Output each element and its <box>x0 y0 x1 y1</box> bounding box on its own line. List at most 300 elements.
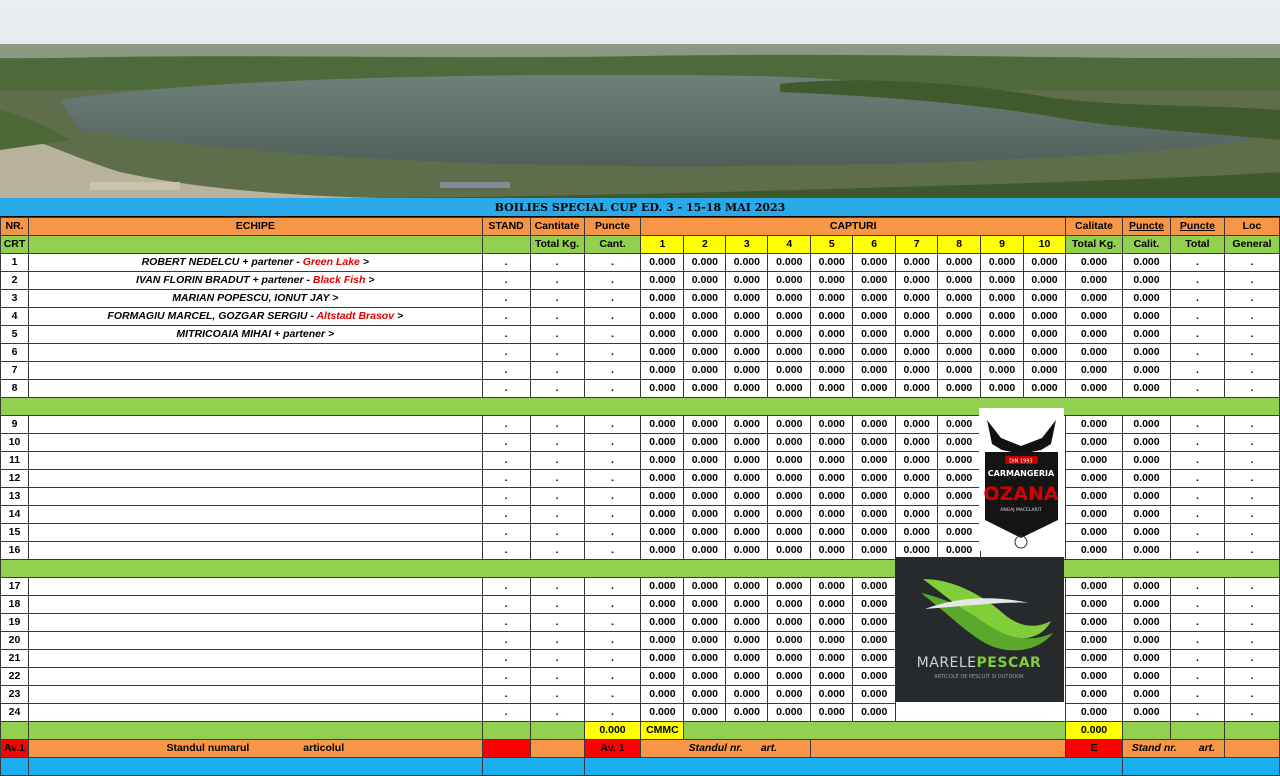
loc-general-cell[interactable]: . <box>1224 668 1279 686</box>
total-kg-cell[interactable]: . <box>530 380 584 398</box>
team-name-cell[interactable] <box>28 542 482 560</box>
stand-cell[interactable]: . <box>482 344 530 362</box>
catch-cell[interactable]: 0.000 <box>981 308 1024 326</box>
catch-cell[interactable]: 0.000 <box>641 272 684 290</box>
catch-cell[interactable]: 0.000 <box>684 596 726 614</box>
loc-general-cell[interactable]: . <box>1224 308 1279 326</box>
stand-cell[interactable]: . <box>482 668 530 686</box>
calitate-total-cell[interactable]: 0.000 <box>1066 524 1123 542</box>
catch-cell[interactable]: 0.000 <box>641 452 684 470</box>
team-name-cell[interactable] <box>28 254 482 272</box>
catch-cell[interactable]: 0.000 <box>684 272 726 290</box>
catch-cell[interactable]: 0.000 <box>811 704 853 722</box>
catch-cell[interactable]: 0.000 <box>726 542 768 560</box>
catch-cell[interactable]: 0.000 <box>811 416 853 434</box>
catch-cell[interactable]: 0.000 <box>811 578 853 596</box>
total-kg-cell[interactable]: . <box>530 668 584 686</box>
stand-cell[interactable]: . <box>482 362 530 380</box>
stand-cell[interactable]: . <box>482 254 530 272</box>
catch-cell[interactable]: 0.000 <box>938 506 981 524</box>
puncte-cant-cell[interactable]: . <box>584 686 641 704</box>
catch-cell[interactable]: 0.000 <box>641 254 684 272</box>
team-name-cell[interactable] <box>28 578 482 596</box>
puncte-calit-cell[interactable]: 0.000 <box>1122 614 1170 632</box>
puncte-total-cell[interactable]: . <box>1170 416 1224 434</box>
puncte-calit-cell[interactable]: 0.000 <box>1122 362 1170 380</box>
catch-cell[interactable]: 0.000 <box>811 326 853 344</box>
loc-general-cell[interactable]: . <box>1224 326 1279 344</box>
total-kg-cell[interactable]: . <box>530 416 584 434</box>
catch-cell[interactable]: 0.000 <box>768 362 811 380</box>
catch-cell[interactable]: 0.000 <box>853 380 896 398</box>
catch-cell[interactable]: 0.000 <box>853 452 896 470</box>
catch-cell[interactable]: 0.000 <box>641 632 684 650</box>
puncte-total-cell[interactable]: . <box>1170 380 1224 398</box>
catch-cell[interactable]: 0.000 <box>768 506 811 524</box>
catch-cell[interactable]: 0.000 <box>684 704 726 722</box>
catch-cell[interactable]: 0.000 <box>641 326 684 344</box>
puncte-calit-cell[interactable]: 0.000 <box>1122 308 1170 326</box>
loc-general-cell[interactable]: . <box>1224 650 1279 668</box>
puncte-cant-cell[interactable]: . <box>584 308 641 326</box>
puncte-total-cell[interactable]: . <box>1170 362 1224 380</box>
puncte-calit-cell[interactable]: 0.000 <box>1122 596 1170 614</box>
puncte-cant-cell[interactable]: . <box>584 362 641 380</box>
catch-cell[interactable]: 0.000 <box>684 686 726 704</box>
catch-cell[interactable]: 0.000 <box>853 308 896 326</box>
team-name-cell[interactable] <box>28 362 482 380</box>
puncte-total-cell[interactable]: . <box>1170 596 1224 614</box>
calitate-total-cell[interactable]: 0.000 <box>1066 614 1123 632</box>
catch-cell[interactable]: 0.000 <box>1024 326 1066 344</box>
catch-cell[interactable]: 0.000 <box>811 506 853 524</box>
puncte-cant-cell[interactable]: . <box>584 290 641 308</box>
catch-cell[interactable]: 0.000 <box>896 506 938 524</box>
catch-cell[interactable]: 0.000 <box>938 542 981 560</box>
catch-cell[interactable]: 0.000 <box>768 524 811 542</box>
catch-cell[interactable]: 0.000 <box>726 488 768 506</box>
puncte-cant-cell[interactable]: . <box>584 380 641 398</box>
catch-cell[interactable]: 0.000 <box>896 290 938 308</box>
puncte-calit-cell[interactable]: 0.000 <box>1122 650 1170 668</box>
catch-cell[interactable]: 0.000 <box>811 524 853 542</box>
catch-cell[interactable]: 0.000 <box>853 542 896 560</box>
catch-cell[interactable]: 0.000 <box>684 578 726 596</box>
total-kg-cell[interactable]: . <box>530 650 584 668</box>
catch-cell[interactable]: 0.000 <box>896 254 938 272</box>
puncte-cant-cell[interactable]: . <box>584 614 641 632</box>
catch-cell[interactable]: 0.000 <box>981 380 1024 398</box>
catch-cell[interactable]: 0.000 <box>641 524 684 542</box>
catch-cell[interactable]: 0.000 <box>641 362 684 380</box>
catch-cell[interactable]: 0.000 <box>853 686 896 704</box>
calitate-total-cell[interactable]: 0.000 <box>1066 380 1123 398</box>
puncte-total-cell[interactable]: . <box>1170 614 1224 632</box>
calitate-total-cell[interactable]: 0.000 <box>1066 416 1123 434</box>
catch-cell[interactable]: 0.000 <box>684 488 726 506</box>
calitate-total-cell[interactable]: 0.000 <box>1066 650 1123 668</box>
catch-cell[interactable]: 0.000 <box>768 542 811 560</box>
loc-general-cell[interactable]: . <box>1224 488 1279 506</box>
catch-cell[interactable]: 0.000 <box>938 344 981 362</box>
catch-cell[interactable]: 0.000 <box>768 326 811 344</box>
catch-cell[interactable]: 0.000 <box>641 380 684 398</box>
puncte-total-cell[interactable]: . <box>1170 578 1224 596</box>
puncte-total-cell[interactable]: . <box>1170 434 1224 452</box>
team-name-cell[interactable] <box>28 470 482 488</box>
catch-cell[interactable]: 0.000 <box>853 254 896 272</box>
team-name-cell[interactable] <box>28 308 482 326</box>
catch-cell[interactable]: 0.000 <box>726 506 768 524</box>
stand-cell[interactable]: . <box>482 452 530 470</box>
catch-cell[interactable]: 0.000 <box>684 380 726 398</box>
stand-cell[interactable]: . <box>482 272 530 290</box>
stand-cell[interactable]: . <box>482 308 530 326</box>
catch-cell[interactable]: 0.000 <box>981 344 1024 362</box>
puncte-calit-cell[interactable]: 0.000 <box>1122 290 1170 308</box>
loc-general-cell[interactable]: . <box>1224 704 1279 722</box>
catch-cell[interactable]: 0.000 <box>684 506 726 524</box>
loc-general-cell[interactable]: . <box>1224 380 1279 398</box>
catch-cell[interactable]: 0.000 <box>726 686 768 704</box>
catch-cell[interactable]: 0.000 <box>768 650 811 668</box>
catch-cell[interactable]: 0.000 <box>684 362 726 380</box>
catch-cell[interactable]: 0.000 <box>684 434 726 452</box>
catch-cell[interactable]: 0.000 <box>896 272 938 290</box>
catch-cell[interactable]: 0.000 <box>811 668 853 686</box>
catch-cell[interactable]: 0.000 <box>768 380 811 398</box>
catch-cell[interactable]: 0.000 <box>726 470 768 488</box>
catch-cell[interactable]: 0.000 <box>726 290 768 308</box>
catch-cell[interactable]: 0.000 <box>938 380 981 398</box>
catch-cell[interactable]: 0.000 <box>1024 254 1066 272</box>
puncte-total-cell[interactable]: . <box>1170 290 1224 308</box>
loc-general-cell[interactable]: . <box>1224 452 1279 470</box>
catch-cell[interactable]: 0.000 <box>981 326 1024 344</box>
catch-cell[interactable]: 0.000 <box>981 272 1024 290</box>
catch-cell[interactable]: 0.000 <box>641 488 684 506</box>
catch-cell[interactable]: 0.000 <box>896 524 938 542</box>
team-name-cell[interactable] <box>28 344 482 362</box>
catch-cell[interactable]: 0.000 <box>853 524 896 542</box>
puncte-cant-cell[interactable]: . <box>584 542 641 560</box>
catch-cell[interactable]: 0.000 <box>684 344 726 362</box>
catch-cell[interactable]: 0.000 <box>768 308 811 326</box>
catch-cell[interactable]: 0.000 <box>896 362 938 380</box>
catch-cell[interactable]: 0.000 <box>726 650 768 668</box>
catch-cell[interactable]: 0.000 <box>768 416 811 434</box>
puncte-total-cell[interactable]: . <box>1170 668 1224 686</box>
catch-cell[interactable]: 0.000 <box>811 254 853 272</box>
catch-cell[interactable]: 0.000 <box>981 254 1024 272</box>
puncte-total-cell[interactable]: . <box>1170 686 1224 704</box>
puncte-calit-cell[interactable]: 0.000 <box>1122 686 1170 704</box>
catch-cell[interactable]: 0.000 <box>641 596 684 614</box>
catch-cell[interactable]: 0.000 <box>938 272 981 290</box>
catch-cell[interactable]: 0.000 <box>641 542 684 560</box>
catch-cell[interactable]: 0.000 <box>811 632 853 650</box>
puncte-cant-cell[interactable]: . <box>584 488 641 506</box>
catch-cell[interactable]: 0.000 <box>641 290 684 308</box>
catch-cell[interactable]: 0.000 <box>726 380 768 398</box>
catch-cell[interactable]: 0.000 <box>768 470 811 488</box>
loc-general-cell[interactable]: . <box>1224 632 1279 650</box>
catch-cell[interactable]: 0.000 <box>896 344 938 362</box>
catch-cell[interactable]: 0.000 <box>896 326 938 344</box>
catch-cell[interactable]: 0.000 <box>641 650 684 668</box>
catch-cell[interactable]: 0.000 <box>896 542 938 560</box>
catch-cell[interactable]: 0.000 <box>853 488 896 506</box>
catch-cell[interactable]: 0.000 <box>896 434 938 452</box>
puncte-calit-cell[interactable]: 0.000 <box>1122 326 1170 344</box>
catch-cell[interactable]: 0.000 <box>896 470 938 488</box>
puncte-calit-cell[interactable]: 0.000 <box>1122 380 1170 398</box>
team-name-cell[interactable] <box>28 704 482 722</box>
puncte-cant-cell[interactable]: . <box>584 632 641 650</box>
catch-cell[interactable]: 0.000 <box>896 416 938 434</box>
catch-cell[interactable]: 0.000 <box>684 308 726 326</box>
catch-cell[interactable]: 0.000 <box>938 470 981 488</box>
puncte-cant-cell[interactable]: . <box>584 506 641 524</box>
catch-cell[interactable]: 0.000 <box>726 704 768 722</box>
catch-cell[interactable]: 0.000 <box>853 362 896 380</box>
catch-cell[interactable]: 0.000 <box>811 614 853 632</box>
puncte-cant-cell[interactable]: . <box>584 254 641 272</box>
puncte-cant-cell[interactable]: . <box>584 524 641 542</box>
puncte-total-cell[interactable]: . <box>1170 704 1224 722</box>
catch-cell[interactable]: 0.000 <box>811 344 853 362</box>
puncte-calit-cell[interactable]: 0.000 <box>1122 344 1170 362</box>
puncte-total-cell[interactable]: . <box>1170 632 1224 650</box>
catch-cell[interactable]: 0.000 <box>853 272 896 290</box>
catch-cell[interactable]: 0.000 <box>853 632 896 650</box>
catch-cell[interactable]: 0.000 <box>768 614 811 632</box>
puncte-calit-cell[interactable]: 0.000 <box>1122 272 1170 290</box>
catch-cell[interactable]: 0.000 <box>981 362 1024 380</box>
puncte-calit-cell[interactable]: 0.000 <box>1122 704 1170 722</box>
catch-cell[interactable]: 0.000 <box>981 290 1024 308</box>
catch-cell[interactable]: 0.000 <box>726 668 768 686</box>
catch-cell[interactable]: 0.000 <box>684 470 726 488</box>
puncte-total-cell[interactable]: . <box>1170 470 1224 488</box>
catch-cell[interactable]: 0.000 <box>853 650 896 668</box>
total-kg-cell[interactable]: . <box>530 542 584 560</box>
catch-cell[interactable]: 0.000 <box>811 686 853 704</box>
team-name-cell[interactable] <box>28 650 482 668</box>
catch-cell[interactable]: 0.000 <box>853 470 896 488</box>
catch-cell[interactable]: 0.000 <box>938 290 981 308</box>
catch-cell[interactable]: 0.000 <box>641 578 684 596</box>
team-name-cell[interactable] <box>28 434 482 452</box>
team-name-cell[interactable] <box>28 524 482 542</box>
team-name-cell[interactable] <box>28 596 482 614</box>
puncte-total-cell[interactable]: . <box>1170 344 1224 362</box>
catch-cell[interactable]: 0.000 <box>853 578 896 596</box>
stand-cell[interactable]: . <box>482 596 530 614</box>
total-kg-cell[interactable]: . <box>530 290 584 308</box>
catch-cell[interactable]: 0.000 <box>641 308 684 326</box>
catch-cell[interactable]: 0.000 <box>641 686 684 704</box>
puncte-calit-cell[interactable]: 0.000 <box>1122 488 1170 506</box>
stand-cell[interactable]: . <box>482 326 530 344</box>
catch-cell[interactable]: 0.000 <box>1024 362 1066 380</box>
calitate-total-cell[interactable]: 0.000 <box>1066 452 1123 470</box>
catch-cell[interactable]: 0.000 <box>853 434 896 452</box>
catch-cell[interactable]: 0.000 <box>726 632 768 650</box>
catch-cell[interactable]: 0.000 <box>768 452 811 470</box>
puncte-calit-cell[interactable]: 0.000 <box>1122 254 1170 272</box>
catch-cell[interactable]: 0.000 <box>853 416 896 434</box>
loc-general-cell[interactable]: . <box>1224 254 1279 272</box>
team-name-cell[interactable] <box>28 290 482 308</box>
catch-cell[interactable]: 0.000 <box>726 272 768 290</box>
catch-cell[interactable]: 0.000 <box>768 488 811 506</box>
stand-cell[interactable]: . <box>482 686 530 704</box>
puncte-total-cell[interactable]: . <box>1170 272 1224 290</box>
catch-cell[interactable]: 0.000 <box>811 308 853 326</box>
calitate-total-cell[interactable]: 0.000 <box>1066 596 1123 614</box>
catch-cell[interactable]: 0.000 <box>1024 272 1066 290</box>
puncte-calit-cell[interactable]: 0.000 <box>1122 578 1170 596</box>
team-name-cell[interactable] <box>28 452 482 470</box>
puncte-cant-cell[interactable]: . <box>584 704 641 722</box>
catch-cell[interactable]: 0.000 <box>768 290 811 308</box>
loc-general-cell[interactable]: . <box>1224 578 1279 596</box>
puncte-cant-cell[interactable]: . <box>584 452 641 470</box>
catch-cell[interactable]: 0.000 <box>641 506 684 524</box>
catch-cell[interactable]: 0.000 <box>938 488 981 506</box>
total-kg-cell[interactable]: . <box>530 344 584 362</box>
catch-cell[interactable]: 0.000 <box>811 542 853 560</box>
catch-cell[interactable]: 0.000 <box>811 650 853 668</box>
puncte-total-cell[interactable]: . <box>1170 524 1224 542</box>
calitate-total-cell[interactable]: 0.000 <box>1066 344 1123 362</box>
calitate-total-cell[interactable]: 0.000 <box>1066 668 1123 686</box>
puncte-total-cell[interactable]: . <box>1170 254 1224 272</box>
catch-cell[interactable]: 0.000 <box>811 272 853 290</box>
catch-cell[interactable]: 0.000 <box>726 434 768 452</box>
loc-general-cell[interactable]: . <box>1224 416 1279 434</box>
catch-cell[interactable]: 0.000 <box>726 524 768 542</box>
catch-cell[interactable]: 0.000 <box>853 596 896 614</box>
catch-cell[interactable]: 0.000 <box>641 344 684 362</box>
stand-cell[interactable]: . <box>482 488 530 506</box>
team-name-cell[interactable] <box>28 488 482 506</box>
puncte-calit-cell[interactable]: 0.000 <box>1122 524 1170 542</box>
catch-cell[interactable]: 0.000 <box>684 254 726 272</box>
catch-cell[interactable]: 0.000 <box>1024 308 1066 326</box>
catch-cell[interactable]: 0.000 <box>811 470 853 488</box>
catch-cell[interactable]: 0.000 <box>811 434 853 452</box>
catch-cell[interactable]: 0.000 <box>684 668 726 686</box>
loc-general-cell[interactable]: . <box>1224 596 1279 614</box>
catch-cell[interactable]: 0.000 <box>726 308 768 326</box>
puncte-calit-cell[interactable]: 0.000 <box>1122 452 1170 470</box>
team-name-cell[interactable] <box>28 326 482 344</box>
loc-general-cell[interactable]: . <box>1224 344 1279 362</box>
total-kg-cell[interactable]: . <box>530 578 584 596</box>
catch-cell[interactable]: 0.000 <box>768 668 811 686</box>
catch-cell[interactable]: 0.000 <box>896 380 938 398</box>
catch-cell[interactable]: 0.000 <box>811 488 853 506</box>
catch-cell[interactable]: 0.000 <box>811 290 853 308</box>
total-kg-cell[interactable]: . <box>530 434 584 452</box>
stand-cell[interactable]: . <box>482 434 530 452</box>
puncte-cant-cell[interactable]: . <box>584 650 641 668</box>
team-name-cell[interactable] <box>28 668 482 686</box>
puncte-total-cell[interactable]: . <box>1170 308 1224 326</box>
catch-cell[interactable]: 0.000 <box>641 470 684 488</box>
total-kg-cell[interactable]: . <box>530 686 584 704</box>
total-kg-cell[interactable]: . <box>530 362 584 380</box>
calitate-total-cell[interactable]: 0.000 <box>1066 632 1123 650</box>
puncte-calit-cell[interactable]: 0.000 <box>1122 542 1170 560</box>
catch-cell[interactable]: 0.000 <box>938 452 981 470</box>
catch-cell[interactable]: 0.000 <box>684 416 726 434</box>
calitate-total-cell[interactable]: 0.000 <box>1066 704 1123 722</box>
calitate-total-cell[interactable]: 0.000 <box>1066 272 1123 290</box>
catch-cell[interactable]: 0.000 <box>726 578 768 596</box>
catch-cell[interactable]: 0.000 <box>641 416 684 434</box>
catch-cell[interactable]: 0.000 <box>811 452 853 470</box>
catch-cell[interactable]: 0.000 <box>896 488 938 506</box>
catch-cell[interactable]: 0.000 <box>768 254 811 272</box>
catch-cell[interactable]: 0.000 <box>768 686 811 704</box>
puncte-cant-cell[interactable]: . <box>584 272 641 290</box>
total-kg-cell[interactable]: . <box>530 326 584 344</box>
catch-cell[interactable]: 0.000 <box>853 614 896 632</box>
puncte-calit-cell[interactable]: 0.000 <box>1122 416 1170 434</box>
calitate-total-cell[interactable]: 0.000 <box>1066 434 1123 452</box>
catch-cell[interactable]: 0.000 <box>684 650 726 668</box>
loc-general-cell[interactable]: . <box>1224 614 1279 632</box>
catch-cell[interactable]: 0.000 <box>853 344 896 362</box>
puncte-total-cell[interactable]: . <box>1170 650 1224 668</box>
team-name-cell[interactable] <box>28 632 482 650</box>
stand-cell[interactable]: . <box>482 290 530 308</box>
catch-cell[interactable]: 0.000 <box>853 290 896 308</box>
loc-general-cell[interactable]: . <box>1224 290 1279 308</box>
calitate-total-cell[interactable]: 0.000 <box>1066 578 1123 596</box>
catch-cell[interactable]: 0.000 <box>726 254 768 272</box>
stand-cell[interactable]: . <box>482 578 530 596</box>
total-kg-cell[interactable]: . <box>530 272 584 290</box>
total-kg-cell[interactable]: . <box>530 470 584 488</box>
puncte-total-cell[interactable]: . <box>1170 542 1224 560</box>
team-name-cell[interactable] <box>28 380 482 398</box>
catch-cell[interactable]: 0.000 <box>726 362 768 380</box>
catch-cell[interactable]: 0.000 <box>641 614 684 632</box>
catch-cell[interactable]: 0.000 <box>896 308 938 326</box>
catch-cell[interactable]: 0.000 <box>768 632 811 650</box>
stand-cell[interactable]: . <box>482 632 530 650</box>
catch-cell[interactable]: 0.000 <box>684 452 726 470</box>
stand-cell[interactable]: . <box>482 704 530 722</box>
stand-cell[interactable]: . <box>482 380 530 398</box>
loc-general-cell[interactable]: . <box>1224 470 1279 488</box>
catch-cell[interactable]: 0.000 <box>726 416 768 434</box>
catch-cell[interactable]: 0.000 <box>853 326 896 344</box>
catch-cell[interactable]: 0.000 <box>1024 290 1066 308</box>
catch-cell[interactable]: 0.000 <box>768 434 811 452</box>
catch-cell[interactable]: 0.000 <box>641 668 684 686</box>
catch-cell[interactable]: 0.000 <box>726 452 768 470</box>
puncte-calit-cell[interactable]: 0.000 <box>1122 668 1170 686</box>
stand-cell[interactable]: . <box>482 470 530 488</box>
total-kg-cell[interactable]: . <box>530 704 584 722</box>
catch-cell[interactable]: 0.000 <box>1024 344 1066 362</box>
total-kg-cell[interactable]: . <box>530 488 584 506</box>
